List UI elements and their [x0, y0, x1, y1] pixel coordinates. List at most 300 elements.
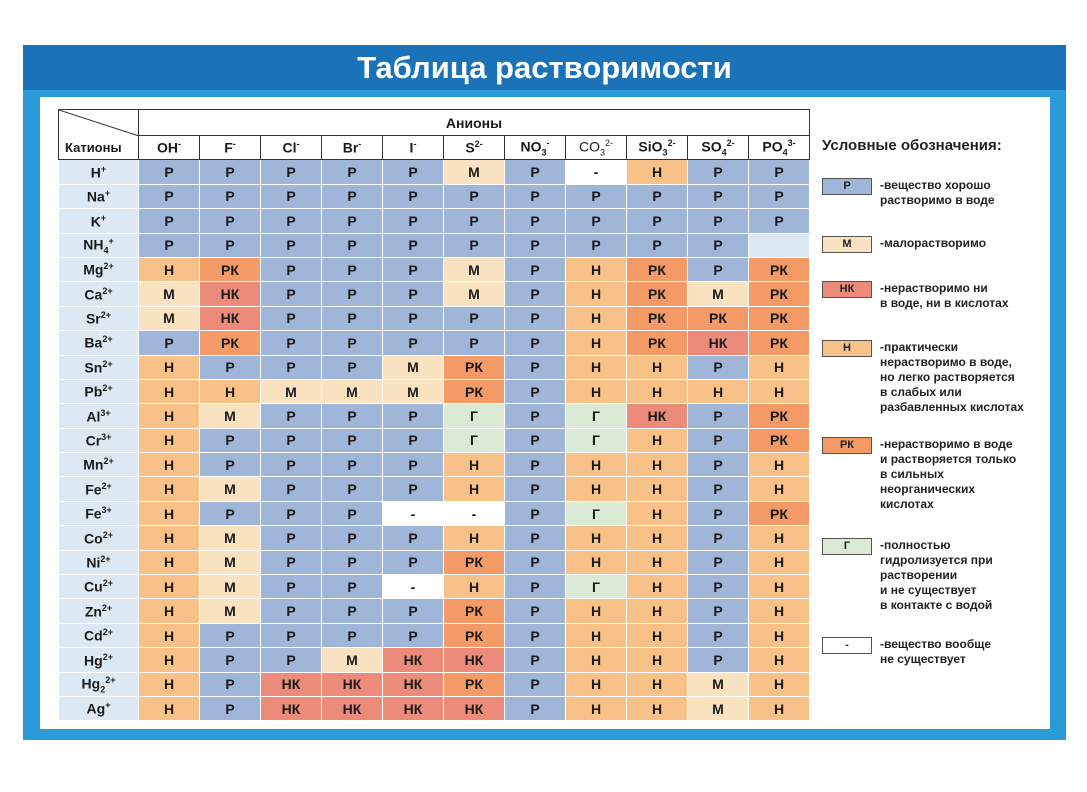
solubility-cell: Р	[505, 526, 566, 550]
solubility-cell: Р	[505, 355, 566, 379]
solubility-cell: Р	[322, 453, 383, 477]
solubility-cell: М	[200, 575, 261, 599]
solubility-cell: Р	[200, 428, 261, 452]
formula-base: H	[90, 164, 101, 181]
solubility-cell: Р	[261, 648, 322, 672]
legend-text: -вещество вообще не существует	[880, 637, 992, 666]
formula-base: Mg	[83, 261, 104, 278]
solubility-cell: Р	[322, 526, 383, 550]
solubility-cell: РК	[749, 306, 810, 330]
table-row	[59, 331, 810, 355]
solubility-cell: Р	[505, 233, 566, 257]
table-row	[59, 209, 810, 233]
legend-text: -нерастворимо в воде и растворяется только в сильных неорганических кислотах	[880, 437, 1017, 511]
solubility-cell: НК	[200, 306, 261, 330]
solubility-cell: Г	[566, 575, 627, 599]
solubility-cell: НК	[261, 696, 322, 720]
formula-subscript: 2	[100, 684, 106, 695]
solubility-cell: РК	[200, 257, 261, 281]
solubility-cell: Р	[322, 428, 383, 452]
solubility-cell: М	[261, 379, 322, 403]
formula-base: Ba	[84, 335, 103, 352]
solubility-cell: Р	[505, 672, 566, 696]
solubility-cell: Р	[505, 404, 566, 428]
solubility-cell: Р	[261, 501, 322, 525]
solubility-cell: Р	[688, 209, 749, 233]
solubility-cell: М	[444, 257, 505, 281]
solubility-cell: РК	[444, 355, 505, 379]
solubility-cell: Р	[200, 623, 261, 647]
solubility-cell: Н	[139, 501, 200, 525]
table-row	[59, 184, 810, 208]
legend-text: -практически нерастворимо в воде, но легко растворяется в слабых или разбавленных кислотах	[880, 340, 1024, 414]
solubility-cell: Н	[749, 379, 810, 403]
formula-superscript: 2+	[102, 383, 113, 394]
solubility-cell: Г	[566, 428, 627, 452]
solubility-cell: Р	[505, 184, 566, 208]
formula-base: Cr	[85, 432, 102, 449]
solubility-cell: Р	[261, 428, 322, 452]
solubility-cell: Р	[383, 623, 444, 647]
formula-base: NH	[83, 236, 104, 253]
solubility-cell: Н	[566, 257, 627, 281]
solubility-cell: Р	[505, 696, 566, 720]
solubility-cell: Р	[261, 404, 322, 428]
formula-base: CO	[578, 138, 600, 155]
solubility-cell: Р	[383, 257, 444, 281]
anion-header	[627, 136, 688, 160]
solubility-cell: М	[139, 282, 200, 306]
formula-superscript: 2+	[102, 627, 113, 638]
solubility-cell: Н	[566, 526, 627, 550]
solubility-cell: Р	[261, 282, 322, 306]
formula-base: Br	[342, 140, 359, 157]
solubility-cell: Р	[322, 184, 383, 208]
solubility-cell: Р	[383, 209, 444, 233]
anion-header	[200, 136, 261, 160]
solubility-cell: Н	[139, 379, 200, 403]
solubility-cell: Н	[139, 599, 200, 623]
formula-superscript: 2-	[726, 137, 735, 148]
cation-label	[59, 501, 139, 525]
solubility-cell: Р	[505, 453, 566, 477]
solubility-cell: Н	[566, 550, 627, 574]
formula-base: Fe	[85, 481, 102, 498]
cation-label	[59, 453, 139, 477]
cation-label	[59, 477, 139, 501]
legend-text: -полностью гидролизуется при растворении и не существует в контакте с водой	[880, 538, 993, 612]
solubility-cell: Р	[322, 477, 383, 501]
solubility-cell: Р	[261, 257, 322, 281]
solubility-cell: Р	[261, 575, 322, 599]
formula-base: Al	[86, 408, 101, 425]
anion-header	[322, 136, 383, 160]
solubility-cell: М	[200, 477, 261, 501]
anion-header	[139, 136, 200, 160]
solubility-cell: Р	[200, 648, 261, 672]
solubility-cell: РК	[749, 501, 810, 525]
formula-base: Co	[84, 530, 103, 547]
formula-superscript: 2-	[474, 139, 483, 150]
solubility-cell: -	[383, 501, 444, 525]
cation-label	[59, 184, 139, 208]
cation-label	[59, 331, 139, 355]
solubility-cell: Р	[688, 623, 749, 647]
solubility-cell: М	[200, 599, 261, 623]
solubility-cell: Р	[261, 599, 322, 623]
solubility-cell: Р	[200, 672, 261, 696]
solubility-cell: НК	[261, 672, 322, 696]
solubility-cell: -	[383, 575, 444, 599]
solubility-cell: М	[322, 379, 383, 403]
solubility-cell: НК	[322, 696, 383, 720]
solubility-cell: НК	[383, 648, 444, 672]
solubility-cell: Р	[749, 160, 810, 184]
formula-base: SiO	[638, 138, 663, 155]
solubility-cell: Р	[322, 355, 383, 379]
solubility-cell: Н	[627, 355, 688, 379]
solubility-cell: Н	[627, 477, 688, 501]
formula-base: Mn	[83, 457, 104, 474]
solubility-cell: Н	[749, 648, 810, 672]
solubility-cell: Р	[322, 257, 383, 281]
solubility-cell: Н	[566, 672, 627, 696]
solubility-cell: Р	[688, 575, 749, 599]
formula-superscript: -	[296, 139, 300, 150]
legend-text: -нерастворимо ни в воде, ни в кислотах	[880, 281, 1009, 310]
solubility-cell: М	[139, 306, 200, 330]
cation-label	[59, 550, 139, 574]
solubility-cell: Р	[505, 550, 566, 574]
formula-superscript: +	[105, 700, 111, 711]
legend-swatch: Н	[822, 340, 872, 357]
solubility-cell: Р	[322, 550, 383, 574]
solubility-cell: Р	[261, 355, 322, 379]
solubility-cell: Р	[139, 184, 200, 208]
legend-text: -вещество хорошо растворимо в воде	[880, 178, 995, 207]
formula-subscript: 4	[103, 244, 109, 255]
table-row	[59, 233, 810, 257]
solubility-cell: Н	[139, 257, 200, 281]
solubility-cell: М	[322, 648, 383, 672]
formula-base: S	[465, 140, 475, 157]
cation-label	[59, 379, 139, 403]
cation-label	[59, 428, 139, 452]
formula-base: Cu	[84, 579, 103, 596]
solubility-cell: Р	[688, 550, 749, 574]
solubility-cell: Р	[261, 184, 322, 208]
solubility-cell: М	[688, 672, 749, 696]
solubility-cell: Н	[566, 282, 627, 306]
table-row	[59, 672, 810, 696]
solubility-cell: Н	[627, 672, 688, 696]
solubility-cell: Р	[444, 209, 505, 233]
solubility-cell: Н	[566, 696, 627, 720]
solubility-cell: Р	[322, 306, 383, 330]
formula-superscript: -	[232, 139, 236, 150]
cation-label	[59, 404, 139, 428]
formula-base: Ca	[84, 286, 103, 303]
legend-swatch: М	[822, 236, 872, 253]
solubility-cell: Р	[261, 526, 322, 550]
solubility-cell: Н	[139, 477, 200, 501]
page-title: Таблица растворимости	[357, 50, 732, 85]
table-row	[59, 306, 810, 330]
solubility-cell: Р	[444, 233, 505, 257]
solubility-cell: Н	[627, 623, 688, 647]
formula-superscript: 2+	[102, 578, 113, 589]
solubility-cell: Н	[627, 575, 688, 599]
solubility-cell: Р	[261, 160, 322, 184]
formula-base: Zn	[84, 603, 102, 620]
solubility-cell: Н	[139, 672, 200, 696]
solubility-cell: Р	[383, 306, 444, 330]
solubility-cell: Р	[261, 233, 322, 257]
solubility-cell: РК	[749, 331, 810, 355]
solubility-cell: Р	[505, 428, 566, 452]
solubility-cell: Н	[749, 355, 810, 379]
formula-superscript: 2+	[102, 651, 113, 662]
formula-superscript: -	[178, 139, 181, 150]
cation-label	[59, 648, 139, 672]
solubility-cell: Р	[383, 453, 444, 477]
formula-subscript: 3	[599, 147, 605, 158]
solubility-cell: РК	[627, 257, 688, 281]
solubility-cell: Н	[749, 550, 810, 574]
solubility-cell: Р	[444, 331, 505, 355]
solubility-cell: НК	[383, 696, 444, 720]
formula-superscript: 2+	[100, 554, 111, 564]
solubility-cell: Р	[444, 184, 505, 208]
solubility-cell: Н	[444, 575, 505, 599]
solubility-cell: Р	[749, 209, 810, 233]
solubility-cell: Н	[749, 575, 810, 599]
solubility-cell: НК	[688, 331, 749, 355]
solubility-cell: Р	[261, 623, 322, 647]
cation-label	[59, 672, 139, 696]
formula-superscript: 2+	[102, 285, 113, 296]
table-row	[59, 696, 810, 720]
table-row	[59, 257, 810, 281]
solubility-cell: М	[444, 160, 505, 184]
solubility-cell: М	[200, 404, 261, 428]
anion-header	[749, 136, 810, 160]
solubility-cell: НК	[444, 648, 505, 672]
solubility-cell: РК	[749, 428, 810, 452]
formula-superscript: 2+	[103, 261, 114, 272]
solubility-cell: Н	[444, 453, 505, 477]
solubility-cell: Н	[627, 526, 688, 550]
solubility-cell: РК	[749, 404, 810, 428]
formula-base: Hg	[81, 675, 101, 692]
solubility-cell: Р	[139, 331, 200, 355]
formula-base: SO	[701, 138, 722, 155]
solubility-cell: Р	[505, 575, 566, 599]
cations-header: Катионы	[65, 140, 122, 155]
solubility-cell: Р	[383, 184, 444, 208]
solubility-cell: Р	[749, 184, 810, 208]
solubility-cell: РК	[749, 282, 810, 306]
solubility-cell: Р	[383, 282, 444, 306]
solubility-cell: Н	[139, 648, 200, 672]
solubility-cell: Р	[688, 160, 749, 184]
solubility-cell: Р	[627, 184, 688, 208]
legend-swatch: -	[822, 637, 872, 654]
solubility-cell: Н	[627, 379, 688, 403]
formula-base: Pb	[84, 383, 103, 400]
solubility-cell: Н	[749, 623, 810, 647]
formula-superscript: 2+	[102, 358, 113, 369]
solubility-cell: Н	[566, 355, 627, 379]
cation-label	[59, 257, 139, 281]
solubility-cell: НК	[322, 672, 383, 696]
solubility-cell: РК	[444, 672, 505, 696]
solubility-cell: Р	[688, 453, 749, 477]
solubility-cell: Н	[139, 550, 200, 574]
solubility-cell: М	[444, 282, 505, 306]
solubility-cell: Р	[505, 257, 566, 281]
solubility-cell: Р	[200, 184, 261, 208]
cation-label	[59, 599, 139, 623]
solubility-cell: Р	[688, 501, 749, 525]
anion-header	[444, 136, 505, 160]
solubility-cell: Р	[566, 233, 627, 257]
solubility-cell: Г	[444, 428, 505, 452]
formula-base: Sr	[85, 310, 101, 327]
anion-header	[688, 136, 749, 160]
formula-superscript: 2+	[101, 480, 112, 491]
solubility-cell: -	[566, 160, 627, 184]
solubility-cell: Р	[505, 331, 566, 355]
cation-label	[59, 696, 139, 720]
solubility-cell: Р	[688, 648, 749, 672]
solubility-cell: Н	[749, 477, 810, 501]
table-row	[59, 550, 810, 574]
formula-base: Cl	[282, 140, 297, 157]
solubility-cell: Н	[566, 623, 627, 647]
solubility-cell: Р	[322, 160, 383, 184]
solubility-cell: Р	[322, 233, 383, 257]
anions-header: Анионы	[139, 110, 810, 136]
solubility-cell: Н	[566, 306, 627, 330]
solubility-cell: Р	[322, 404, 383, 428]
solubility-cell: Р	[139, 160, 200, 184]
formula-superscript: -	[413, 139, 417, 150]
solubility-cell: Р	[261, 550, 322, 574]
formula-base: K	[90, 213, 101, 230]
solubility-cell: Н	[200, 379, 261, 403]
anion-header	[505, 136, 566, 160]
solubility-cell: Н	[566, 477, 627, 501]
solubility-cell: Р	[566, 184, 627, 208]
formula-base: Ni	[86, 554, 101, 571]
solubility-cell: Р	[200, 209, 261, 233]
solubility-cell: Р	[505, 379, 566, 403]
solubility-cell: Р	[383, 160, 444, 184]
table-row	[59, 575, 810, 599]
formula-superscript: +	[104, 188, 111, 199]
solubility-cell: М	[383, 355, 444, 379]
formula-subscript: 3	[662, 147, 668, 158]
solubility-cell: Р	[200, 160, 261, 184]
formula-superscript: 2+	[103, 456, 114, 467]
solubility-cell: Р	[383, 233, 444, 257]
formula-superscript: 3+	[100, 407, 111, 418]
anion-header	[566, 136, 627, 160]
solubility-cell: Н	[139, 453, 200, 477]
solubility-cell: Р	[688, 404, 749, 428]
solubility-cell: Н	[444, 526, 505, 550]
solubility-cell: Р	[627, 233, 688, 257]
solubility-cell: Р	[505, 282, 566, 306]
solubility-cell: Р	[200, 355, 261, 379]
table-row	[59, 404, 810, 428]
solubility-cell: Р	[383, 599, 444, 623]
table-row	[59, 501, 810, 525]
formula-subscript: 4	[721, 147, 727, 158]
solubility-cell: Р	[383, 526, 444, 550]
formula-superscript: +	[100, 212, 107, 223]
cation-label	[59, 575, 139, 599]
solubility-cell: Р	[505, 599, 566, 623]
formula-superscript: 3-	[787, 137, 796, 148]
solubility-cell: НК	[200, 282, 261, 306]
solubility-cell: РК	[627, 331, 688, 355]
formula-superscript: 2+	[102, 334, 113, 345]
solubility-cell: Р	[688, 477, 749, 501]
solubility-cell: Н	[627, 160, 688, 184]
formula-base: I	[409, 140, 414, 157]
cation-label	[59, 160, 139, 184]
solubility-cell: Р	[383, 550, 444, 574]
solubility-cell: Р	[261, 477, 322, 501]
cation-label	[59, 233, 139, 257]
solubility-cell: Н	[627, 696, 688, 720]
cation-label	[59, 209, 139, 233]
solubility-cell: Н	[566, 648, 627, 672]
table-row	[59, 282, 810, 306]
legend-text: -малорастворимо	[880, 236, 987, 250]
solubility-cell: Р	[505, 306, 566, 330]
formula-base: Sn	[84, 359, 103, 376]
solubility-cell: Н	[139, 526, 200, 550]
table-row	[59, 428, 810, 452]
solubility-cell: Р	[200, 696, 261, 720]
formula-superscript: 3+	[101, 432, 112, 443]
solubility-cell: Г	[566, 501, 627, 525]
cation-label	[59, 282, 139, 306]
solubility-cell: РК	[444, 550, 505, 574]
solubility-cell: Н	[749, 526, 810, 550]
solubility-cell: Р	[444, 306, 505, 330]
solubility-cell: Н	[627, 599, 688, 623]
solubility-cell: Г	[566, 404, 627, 428]
formula-superscript: -	[358, 139, 362, 150]
table-row	[59, 477, 810, 501]
formula-base: NO	[520, 138, 542, 155]
solubility-cell: Р	[322, 599, 383, 623]
solubility-cell: Р	[383, 404, 444, 428]
formula-superscript: -	[546, 137, 550, 148]
formula-base: PO	[762, 138, 783, 155]
corner-cell	[59, 110, 139, 160]
cation-label	[59, 355, 139, 379]
anion-header	[383, 136, 444, 160]
solubility-cell: Г	[444, 404, 505, 428]
solubility-cell: РК	[627, 306, 688, 330]
solubility-cell: Н	[139, 575, 200, 599]
solubility-cell: Р	[505, 477, 566, 501]
